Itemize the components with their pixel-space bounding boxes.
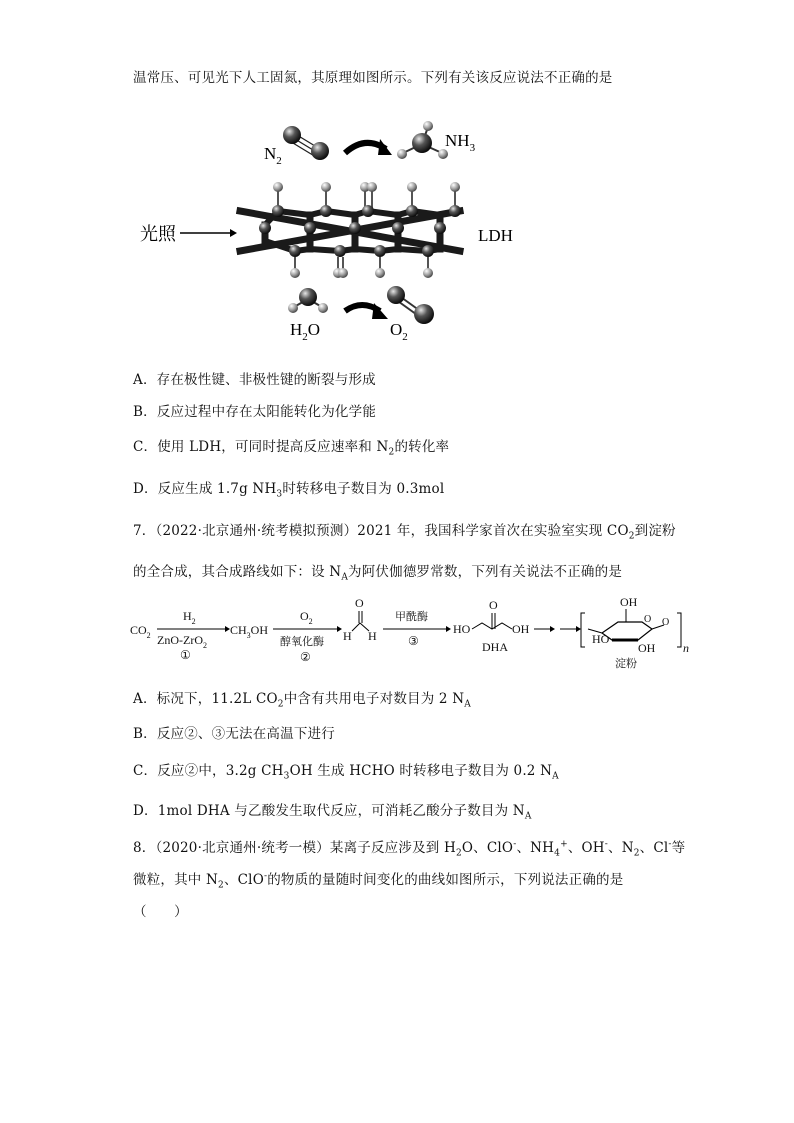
svg-text:n: n [683,641,689,655]
dha-structure [453,598,530,654]
q7-option-d: D．1mol DHA 与乙酸发生取代反应，可消耗乙酸分子数目为 $N_A$ [133,803,532,822]
enzyme3-label: 甲酰酶 [395,610,428,623]
svg-text:H: H [343,629,352,643]
ldh-label: LDH [478,226,513,245]
svg-text:H: H [368,629,377,643]
starch-structure [581,595,689,670]
svg-text:O: O [489,598,498,612]
co2-label: $CO_2$ [130,623,151,640]
formaldehyde-structure [343,596,377,643]
svg-text:O: O [644,614,652,625]
catalyst1-label: ZnO-ZrO$_2$ [157,633,207,650]
q6-option-c: C．使用 LDH，可同时提高反应速率和 $N_2$的转化率 [133,439,450,458]
q7-stem-line1: 7．（2022·北京通州·统考模拟预测）2021 年，我国科学家首次在实验室实现 $CO_2$到淀粉 [133,523,676,542]
o2-reagent-label: $O_2$ [300,609,313,626]
h2-label: $H_2$ [183,609,196,626]
q8-stem-line1: 8．（2020·北京通州·统考一模）某离子反应涉及到 $H_2O$、ClO-、$NH_4^+$、OH-、$N_2$、Cl-等 [133,839,686,859]
q8-stem-line2: 微粒，其中 $N_2$、ClO-的物质的量随时间变化的曲线如图所示，下列说法正确的是 [133,871,624,891]
svg-text:HO: HO [453,622,471,636]
svg-text:OH: OH [638,641,656,655]
o2-molecule [387,286,434,324]
ldh-lattice [240,182,461,278]
q7-option-b: B．反应②、③无法在高温下进行 [133,726,335,742]
step3-label: ③ [408,634,419,648]
nh3-molecule [397,121,448,159]
svg-text:HO: HO [592,632,610,646]
svg-text:OH: OH [620,595,638,609]
q7-stem-line2: 的全合成，其合成路线如下：设 $N_A$为阿伏伽德罗常数，下列有关说法不正确的是 [133,564,623,583]
q7-option-a: A．标况下，11.2L $CO_2$中含有共用电子对数目为 2 $N_A$ [133,691,471,710]
n2-label: $N_2$ [264,144,282,167]
svg-text:DHA: DHA [482,640,508,654]
o2-label: $O_2$ [390,320,408,343]
nitrogen-fixation-figure [140,115,560,350]
svg-text:OH: OH [512,622,530,636]
q8-answer-blank: （ ） [133,904,188,920]
question6-intro: 温常压、可见光下人工固氮，其原理如图所示。下列有关该反应说法不正确的是 [133,70,613,86]
svg-text:O: O [355,596,364,610]
q7-option-c: C．反应②中，3.2g $CH_3OH$ 生成 HCHO 时转移电子数目为 0.2 $N_A$ [133,763,559,782]
h2o-label: $H_2O$ [290,320,321,343]
n2-molecule [283,126,329,160]
h2o-molecule [288,288,328,313]
ch3oh-label: $CH_3OH$ [230,623,269,640]
svg-text:淀粉: 淀粉 [615,657,637,670]
step2-label: ② [300,650,311,664]
enzyme2-label: 醇氧化酶 [280,635,324,648]
q6-option-a: A．存在极性键、非极性键的断裂与形成 [133,372,376,388]
svg-text:O: O [662,617,670,628]
nh3-label: $NH_3$ [445,131,476,154]
q6-option-b: B．反应过程中存在太阳能转化为化学能 [133,404,377,420]
light-label: 光照 [140,224,176,245]
starch-synthesis-route [130,595,700,675]
step1-label: ① [180,648,191,662]
q6-option-d: D．反应生成 1.7g $NH_3$时转移电子数目为 0.3mol [133,481,445,500]
